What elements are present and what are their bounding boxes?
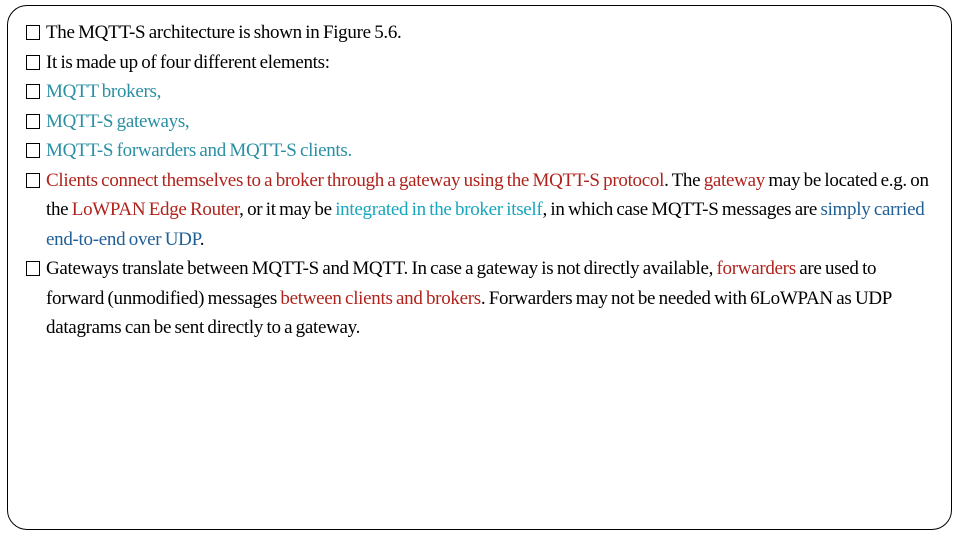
text-segment: between clients and brokers [280, 287, 481, 309]
bullet-item-elements [26, 48, 931, 78]
bullet-box-icon [26, 25, 40, 40]
bullet-text: MQTT-S gateways, [46, 110, 190, 132]
text-segment: simply carried end-to-end over UDP [46, 199, 925, 250]
bullet-text: The MQTT-S architecture is shown in Figure 5.6. [46, 22, 402, 43]
bullet-item-forwarders-clients [26, 136, 931, 166]
bullet-item-gateways [26, 107, 931, 137]
bullet-box-icon [26, 261, 40, 276]
text-segment: . The [664, 169, 704, 191]
text-segment: forwarders [716, 258, 796, 279]
text-segment: , in which case MQTT-S messages are [542, 199, 821, 220]
text-segment: gateway [703, 169, 765, 191]
text-segment: . [199, 228, 205, 250]
bullet-text: It is made up of four different elements: [46, 51, 330, 73]
text-segment: Clients connect themselves to a broker through a gateway using the MQTT-S protocol [46, 169, 665, 191]
text-segment: LoWPAN Edge Router [71, 199, 240, 220]
bullet-item-clients-connect [26, 166, 931, 255]
bullet-list [26, 18, 931, 343]
bullet-box-icon [26, 143, 40, 158]
bullet-box-icon [26, 55, 40, 70]
text-segment: , or it may be [239, 199, 336, 220]
bullet-text: MQTT brokers, [46, 81, 162, 102]
text-segment: are used to forward (unmodified) messages [46, 258, 877, 309]
bullet-box-icon [26, 173, 40, 188]
text-segment: may be located e.g. on the [46, 169, 929, 220]
bullet-item-architecture [26, 18, 931, 48]
bullet-text: MQTT-S forwarders and MQTT-S clients. [46, 140, 352, 161]
text-segment: integrated in the broker itself [335, 199, 543, 220]
text-segment: Gateways translate between MQTT-S and MQTT. In case a gateway is not directly available, [46, 258, 717, 279]
bullet-item-brokers [26, 77, 931, 107]
text-segment: . Forwarders may not be needed with 6LoWPAN as UDP datagrams can be sent directly to a gateway. [46, 287, 892, 338]
bullet-box-icon [26, 114, 40, 129]
bullet-item-gateways-translate [26, 254, 931, 343]
bullet-box-icon [26, 84, 40, 99]
